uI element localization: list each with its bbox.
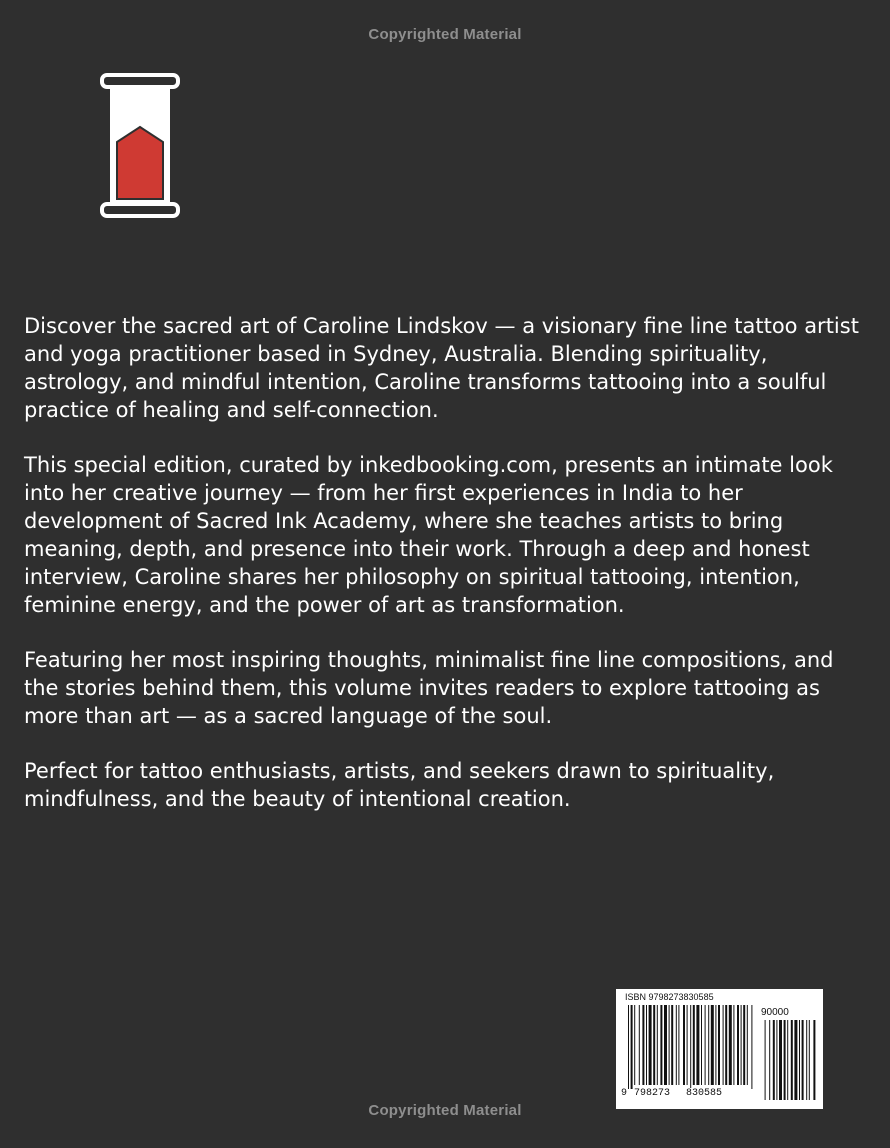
barcode-bar [723,1005,724,1085]
isbn-label: ISBN 9798273830585 [625,992,714,1002]
barcode-addon-bar [776,1020,777,1100]
barcode-addon-bar [794,1020,797,1100]
barcode-bar [729,1005,732,1085]
barcode-bar [631,1005,633,1089]
barcode-bar [653,1005,655,1085]
barcode-addon-bar [799,1020,800,1100]
barcode-digits-left: 798273 [634,1088,671,1099]
isbn-barcode [616,989,823,1109]
barcode-bar [642,1005,644,1085]
barcode-bar [671,1005,673,1085]
barcode-bar [741,1005,742,1085]
book-description [24,312,874,840]
barcode-bar [676,1005,677,1085]
barcode-addon-bar [773,1020,775,1100]
barcode-digits-right: 830585 [686,1088,723,1099]
barcode-bar [711,1005,714,1085]
barcode-addon-bar [791,1020,793,1100]
barcode-bar [696,1005,699,1085]
description-paragraph-4: Perfect for tattoo enthusiasts, artists, and seekers drawn to spirituality, mindfulness, and the beauty of intentional creation. [24,759,775,811]
barcode-bar [733,1005,734,1085]
barcode-price-code: 90000 [761,1007,789,1018]
barcode-addon-bar [765,1020,766,1100]
barcode-addon-bar [813,1020,815,1100]
barcode-bar [708,1005,709,1085]
barcode-bar [683,1005,685,1085]
barcode-bar [737,1005,739,1085]
barcode-bar [705,1005,706,1085]
barcode-bar [639,1005,640,1085]
barcode-bar [664,1005,667,1085]
barcode-addon-bar [809,1020,810,1100]
barcode-addon-bar [787,1020,788,1100]
barcode-addon-bar [806,1020,807,1100]
description-paragraph-3: Featuring her most inspiring thoughts, minimalist fine line compositions, and the stories behind them, this volume invites readers to explore tattooing as more than art — as a sacred language of the soul. [24,648,834,728]
hourglass-arrow-logo-icon [100,73,180,218]
barcode-bar [628,1005,629,1089]
barcode-bar [718,1005,720,1085]
description-paragraph-1: Discover the sacred art of Caroline Lindskov — a visionary fine line tattoo artist and yoga practitioner based in Sydney, Australia. Blending spirituality, astrology, and mindful intention, Caroline transforms tattooing into a soulful practice of healing and self-connection. [24,314,859,422]
barcode-bar [649,1005,652,1085]
barcode-bar [657,1005,658,1085]
barcode-bar [646,1005,647,1085]
barcode-bar [725,1005,727,1085]
barcode-addon-bar [769,1020,770,1100]
copyright-watermark-bottom: Copyrighted Material [368,1102,522,1119]
barcode-bar [701,1005,702,1085]
barcode-bar [715,1005,716,1085]
barcode-bar [747,1005,748,1085]
barcode-addon-bar [802,1020,804,1100]
barcode-bar [693,1005,695,1085]
barcode-bar [669,1005,670,1085]
barcode-addon-bar [779,1020,782,1100]
barcode-bar [743,1005,745,1085]
description-paragraph-2: This special edition, curated by inkedbooking.com, presents an intimate look into her creative journey — from her first experiences in India to her development of Sacred Ink Academy, where she teaches artists to bring meaning, depth, and presence into their work. Through a deep and honest interview, Caroline shares her philosophy on spiritual tattooing, intention, feminine energy, and the power of art as transformation. [24,453,833,617]
barcode-bar [660,1005,662,1085]
barcode-bar [751,1005,752,1089]
barcode-bar [634,1005,635,1085]
barcode-addon-bar [784,1020,786,1100]
barcode-digit-first: 9 [621,1088,628,1099]
copyright-watermark-top: Copyrighted Material [368,26,522,43]
barcode-bar [687,1005,688,1085]
barcode-bar [690,1005,691,1089]
barcode-bar [678,1005,679,1085]
